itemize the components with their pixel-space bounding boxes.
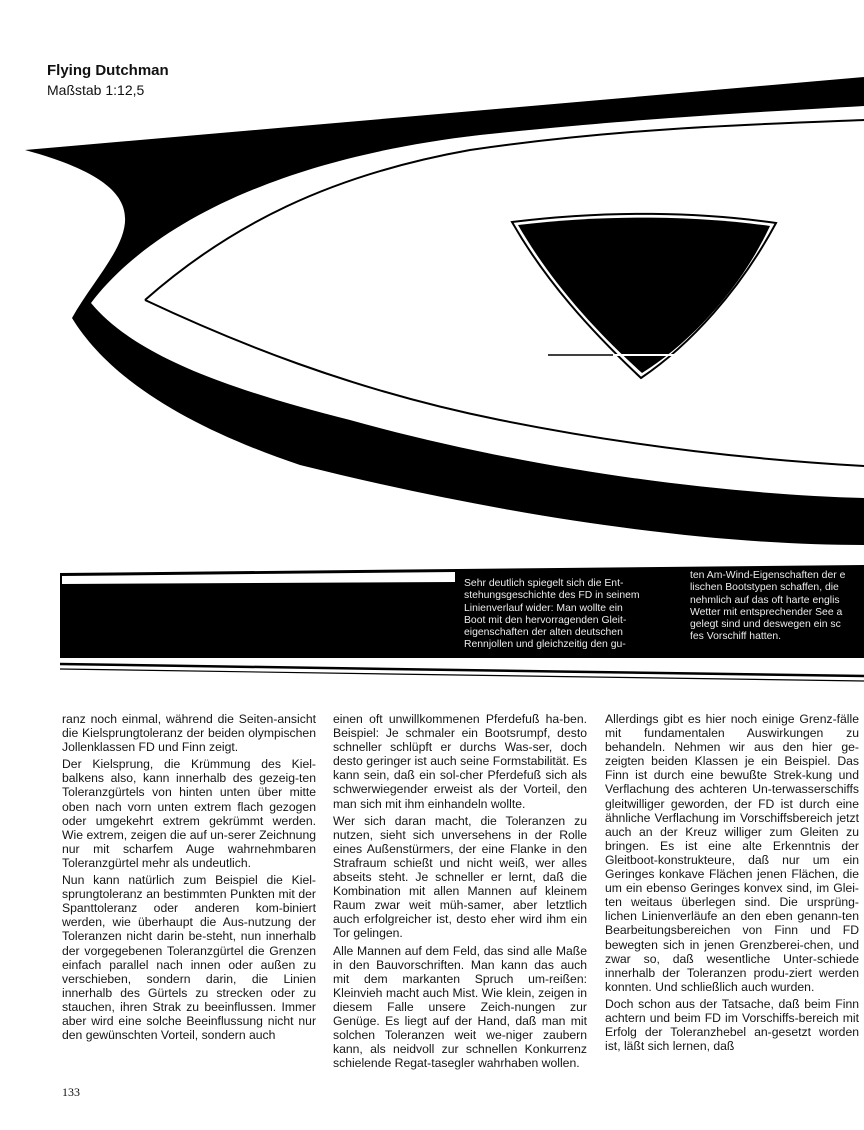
- page-title: Flying Dutchman: [47, 62, 169, 79]
- caption-left: Sehr deutlich spiegelt sich die Ent- stehungsgeschichte des FD in seinem Linienverlauf wider: Man wollte ein Boot mit den hervorragenden Gleit- eigenschaften der alten deutschen Rennjollen und gleichzeitig den gu-: [464, 578, 640, 651]
- paragraph: einen oft unwillkommenen Pferdefuß ha-ben. Beispiel: Je schmaler ein Bootsrumpf, desto schneller schlüpft er durchs Was-ser, doch desto geringer ist auch seine Formstabilität. Es kann sein, daß ein sol-cher Pferdefuß sich als schwerwiegender erweist als der Vorteil, den man sich mit ihm einhandeln wollte.: [333, 712, 587, 811]
- paragraph: ranz noch einmal, während die Seiten-ansicht die Kielsprungtoleranz der beiden olympischen Jollenklassen FD und Finn zeigt.: [62, 712, 316, 755]
- paragraph: Doch schon aus der Tatsache, daß beim Finn achtern und beim FD im Vorschiffs-bereich mit Erfolg der Toleranzhebel an-gesetzt worden ist, läßt sich lernen, daß: [605, 996, 859, 1054]
- caption-right: ten Am-Wind-Eigenschaften der e lischen Bootstypen schaffen, die nehmlich auf das oft harte englis Wetter mit entsprechender See a gelegt sind und deswegen ein sc fes Vorschiff hatten.: [690, 570, 846, 643]
- paragraph: Wer sich daran macht, die Toleranzen zu nutzen, sieht sich unversehens in der Rolle eines Außenstürmers, der eine Flanke in den Strafraum schießt und nicht weiß, wer alles abseits steht. Je schneller er lernt, daß die Kombination mit allen Mannen auf kleinem Raum zwar weit müh-samer, aber letztlich auch erfolgreicher ist, desto eher wird ihm ein Tor gelingen.: [333, 813, 587, 941]
- paragraph: Nun kann natürlich zum Beispiel die Kiel-sprungtoleranz an bestimmten Punkten mit der Spanttoleranz oder anderen kom-biniert werden, wie überhaupt die Aus-nutzung der Toleranzen nicht darin be-steht, nun innerhalb der vorgegebenen Toleranzgürtel die Grenzen einfach parallel nach innen oder außen zu verschieben, sondern darin, die Linien innerhalb des Gürtels zu strecken oder zu stauchen, ihren Strak zu beeinflussen. Immer aber wird eine solche Beeinflussung nicht nur den gewünschten Vorteil, sondern auch: [62, 873, 316, 1043]
- text-column-3: [605, 712, 859, 1056]
- text-column-1: [62, 712, 316, 1045]
- paragraph: Allerdings gibt es hier noch einige Grenz-fälle mit fundamentalen Auswirkungen zu behandeln. Nehmen wir aus den hier ge-zeigten beiden Klassen je ein Beispiel. Das Finn ist durch eine bewußte Strek-kung und Verflachung des achteren Un-terwasserschiffs gleitwilliger geworden, der FD ist durch eine ähnliche Verflachung im Vorschiffsbereich jetzt auch an der Kreuz williger zum Gleiten zu bringen. Es ist eine alte Erkenntnis der Gleitboot-konstrukteure, daß nur um ein Geringes konkave Flächen jenen Flächen, die um ein ebenso Geringes konvex sind, im Glei-ten weitaus überlegen sind. Die ursprüng-lichen Linienverläufe an den eben genann-ten Bearbeitungsbereichen von Finn und FD bewegten sich in jenen Grenzberei-chen, und zwar so, daß wesentliche Unter-schiede innerhalb der Toleranzen produ-ziert werden konnten. Und schließlich auch wurden.: [605, 712, 859, 994]
- paragraph: Der Kielsprung, die Krümmung des Kiel-balkens also, kann innerhalb des gezeig-ten Toleranzgürtels von hinten unten über mitte oben nach vorn unten extrem flach gezogen oder umgekehrt extrem gekrümmt werden. Wie extrem, zeigen die auf un-serer Zeichnung nur mit scharfem Auge wahrnehmbaren Toleranzgürtel mehr als undeutlich.: [62, 757, 316, 870]
- paragraph: Alle Mannen auf dem Feld, das sind alle Maße in den Bauvorschriften. Man kann das auch mit dem markanten Spruch um-reißen: Kleinvieh macht auch Mist. Wie klein, zeigen in diesem Falle unsere Zeich-nungen zur Genüge. Es liegt auf der Hand, daß man mit solchen Toleranzen weit we-niger zaubern kann, als neidvoll zur schnellen Konkurrenz schielende Regat-tasegler wahrhaben wollen.: [333, 943, 587, 1071]
- page-number: 133: [62, 1085, 80, 1099]
- scale-label: Maßstab 1:12,5: [47, 82, 145, 98]
- text-column-2: [333, 712, 587, 1073]
- keel-line-1: [60, 664, 864, 676]
